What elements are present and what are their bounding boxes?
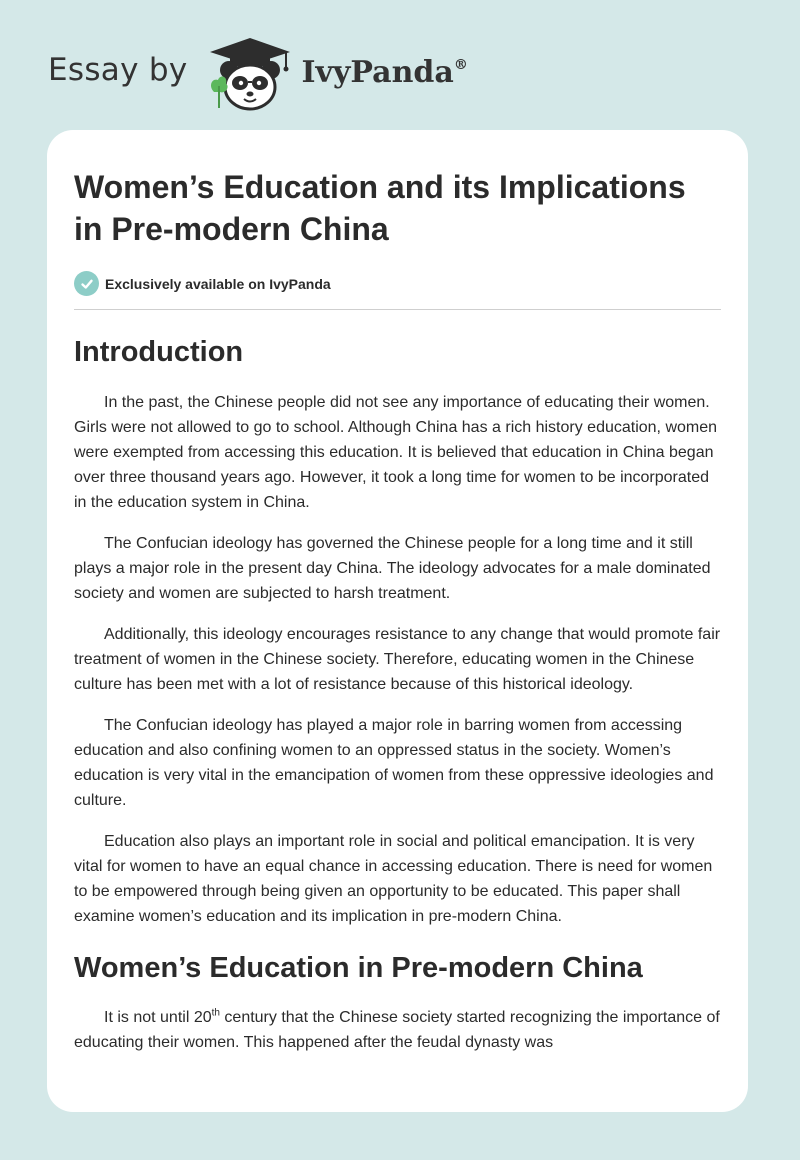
section-heading-womens-education: Women’s Education in Pre-modern China [74, 952, 643, 984]
paragraph: The Confucian ideology has governed the Chinese people for a long time and it still plays a major role in the present day China. The ideology advocates for a male dominated society and women are subjected to harsh treatment. [74, 535, 711, 602]
brand-name[interactable] [302, 55, 468, 90]
section-heading-introduction: Introduction [74, 336, 244, 368]
paragraph: Additionally, this ideology encourages resistance to any change that would promote fair treatment of women in the Chinese society. Therefore, educating women in the Chinese culture has been met with a lot of resistance because of this historical ideology. [74, 626, 721, 693]
divider [74, 309, 721, 310]
brand-text: IvyPanda [301, 54, 454, 90]
paragraph: Education also plays an important role in social and political emancipation. It is very vital for women to have an equal chance in accessing education. There is need for women to be empowered through being given an opportunity to be educated. This paper shall examine women’s education and its implication in pre-modern China. [74, 833, 713, 925]
site-header [48, 34, 468, 114]
ivypanda-panda-logo-icon[interactable] [206, 34, 294, 114]
check-icon [74, 271, 99, 296]
ordinal-suffix: th [211, 1007, 220, 1019]
paragraph-text-start: It is not until 20 [104, 1009, 212, 1026]
title-line-1: Women’s Education and its Implications [74, 169, 686, 205]
paragraph [74, 1005, 721, 1055]
exclusive-badge-label: Exclusively available on IvyPanda [105, 275, 331, 292]
paragraph: The Confucian ideology has played a major role in barring women from accessing education and also confining women to an oppressed status in the society. Women’s education is very vital in the emancipation of women from these oppressive ideologies and culture. [74, 717, 714, 809]
registered-mark: ® [453, 56, 468, 73]
essay-by-label: Essay by [48, 52, 188, 88]
paragraph-text-rest: century that the Chinese society started recognizing the importance of educating their women. This happened after the feudal dynasty was [74, 1009, 720, 1051]
essay-card [47, 130, 748, 1112]
page-title [74, 166, 721, 250]
paragraph: In the past, the Chinese people did not see any importance of educating their women. Girls were not allowed to go to school. Although China has a rich history education, women were exempted from accessing this education. It is believed that education in China began over three thousand years ago. However, it took a long time for women to be incorporated in the education system in China. [74, 394, 718, 511]
title-line-2: in Pre-modern China [74, 211, 389, 247]
exclusive-badge [74, 271, 721, 296]
